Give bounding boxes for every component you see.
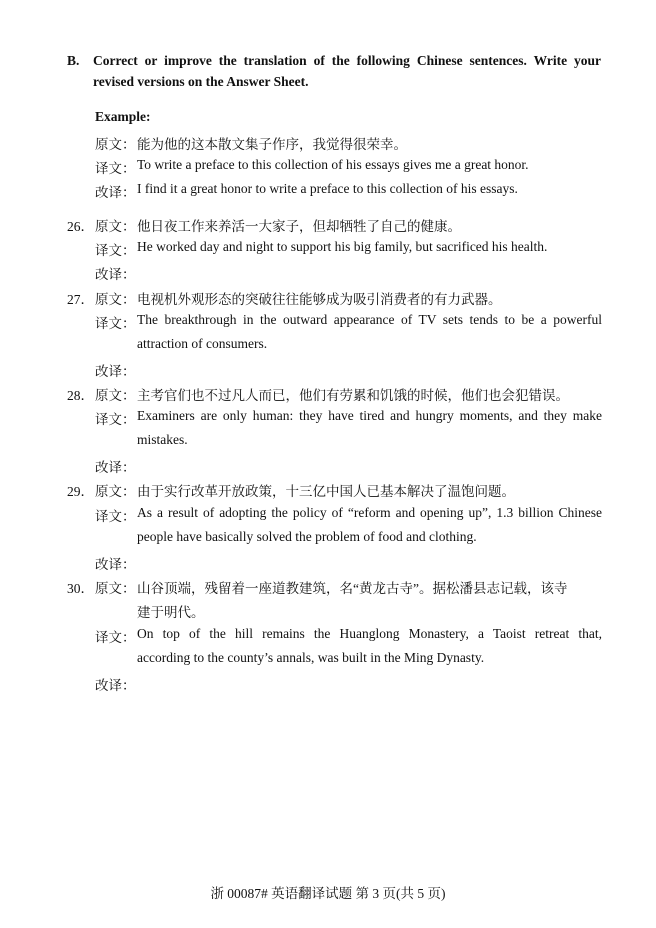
- q27-translation-line1: The breakthrough in the outward appearance of TV sets tends to be a powerful: [137, 312, 602, 327]
- q28-translation-line1: Examiners are only human: they have tired and hungry moments, and they make: [137, 408, 602, 423]
- q26-source-label: 原文：: [95, 219, 136, 234]
- section-title-line1: Correct or improve the translation of the following Chinese sentences. Write your: [93, 53, 601, 68]
- q30-translation-line2: according to the county’s annals, was built in the Ming Dynasty.: [137, 650, 485, 665]
- q28-translation-line2: mistakes.: [137, 432, 188, 447]
- example-translation-text: To write a preface to this collection of his essays gives me a great honor.: [137, 157, 529, 172]
- example-source-label: 原文：: [95, 137, 136, 152]
- q30-source-line1: 山谷顶端，残留着一座道教建筑，名“黄龙古寺”。据松潘县志记载，该寺: [137, 581, 568, 596]
- q28-source-label: 原文：: [95, 388, 136, 403]
- q30-source-label: 原文：: [95, 581, 136, 596]
- q30-revised-label: 改译：: [95, 678, 136, 693]
- q27-revised-label: 改译：: [95, 364, 136, 379]
- question-number-27: 27．: [67, 292, 94, 307]
- page-footer: 浙 00087# 英语翻译试题 第 3 页(共 5 页): [210, 886, 446, 901]
- q27-translation-line2: attraction of consumers.: [137, 336, 268, 351]
- example-heading: Example:: [95, 109, 151, 124]
- example-revised-label: 改译：: [95, 185, 136, 200]
- q28-translation-label: 译文：: [95, 412, 136, 427]
- q29-revised-label: 改译：: [95, 557, 136, 572]
- section-label: B.: [67, 53, 80, 68]
- section-title-line2: revised versions on the Answer Sheet.: [93, 74, 309, 89]
- q26-source-text: 他日夜工作来养活一大家子，但却牺牲了自己的健康。: [137, 219, 461, 234]
- example-source-text: 能为他的这本散文集子作序，我觉得很荣幸。: [137, 137, 407, 152]
- q30-translation-label: 译文：: [95, 630, 136, 645]
- q29-translation-line1: As a result of adopting the policy of “reform and opening up”, 1.3 billion Chinese: [137, 505, 602, 520]
- question-number-26: 26．: [67, 219, 94, 234]
- example-revised-text: I find it a great honor to write a preface to this collection of his essays.: [137, 181, 518, 196]
- q26-translation-label: 译文：: [95, 243, 136, 258]
- q29-translation-label: 译文：: [95, 509, 136, 524]
- q28-revised-label: 改译：: [95, 460, 136, 475]
- q27-source-label: 原文：: [95, 292, 136, 307]
- example-translation-label: 译文：: [95, 161, 136, 176]
- q30-translation-line1: On top of the hill remains the Huanglong Monastery, a Taoist retreat that,: [137, 626, 602, 641]
- q29-source-text: 由于实行改革开放政策，十三亿中国人已基本解决了温饱问题。: [137, 484, 515, 499]
- question-number-30: 30．: [67, 581, 94, 596]
- q28-source-text: 主考官们也不过凡人而已，他们有劳累和饥饿的时候，他们也会犯错误。: [137, 388, 569, 403]
- q29-source-label: 原文：: [95, 484, 136, 499]
- question-number-29: 29．: [67, 484, 94, 499]
- q27-translation-label: 译文：: [95, 316, 136, 331]
- q30-source-line2: 建于明代。: [137, 605, 205, 620]
- q26-translation-text: He worked day and night to support his big family, but sacrificed his health.: [137, 239, 548, 254]
- question-number-28: 28．: [67, 388, 94, 403]
- q26-revised-label: 改译：: [95, 267, 136, 282]
- q27-source-text: 电视机外观形态的突破往往能够成为吸引消费者的有力武器。: [137, 292, 502, 307]
- q29-translation-line2: people have basically solved the problem of food and clothing.: [137, 529, 477, 544]
